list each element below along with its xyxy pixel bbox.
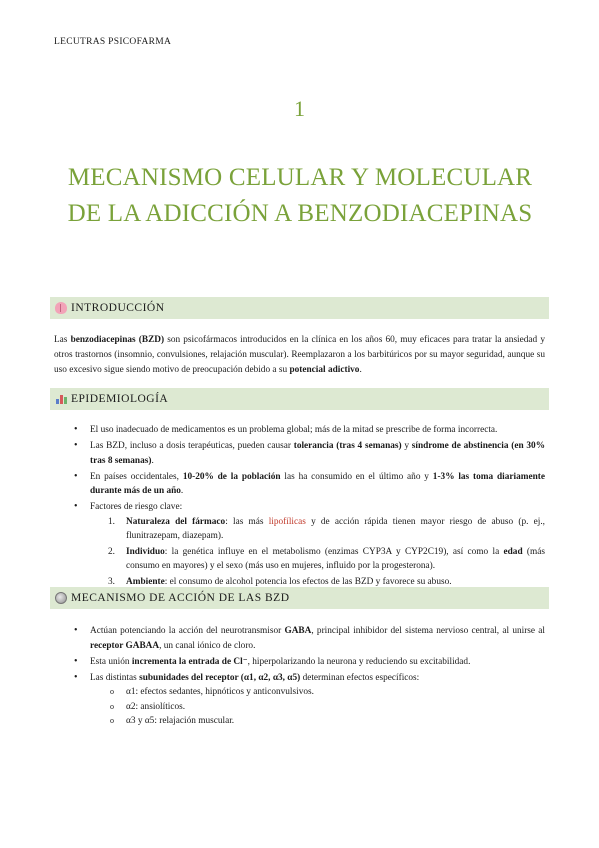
epidemiology-list: [54, 423, 545, 591]
intro-paragraph: Las benzodiacepinas (BZD) son psicofármacos introducidos en la clínica en los años 60, muy eficaces para tratar la ansiedad y otros trastornos (insomnio, convulsiones, relajación muscular). Reemplazaron a los barbitúricos por su mayor seguridad, aunque su uso excesivo sigue siendo motivo de preocupación debido a su potencial adictivo.: [54, 335, 545, 375]
list-item: o α3 y α5: relajación muscular.: [90, 714, 545, 729]
bar-chart-icon: [55, 393, 67, 405]
chapter-number: 1: [294, 96, 305, 121]
list-item: • En países occidentales, 10-20% de la población las ha consumido en el último año y 1-3% las toma diariamente durante más de un año.: [54, 470, 545, 499]
list-item: 3. Ambiente: el consumo de alcohol potencia los efectos de las BZD y favorece su abuso.: [108, 576, 452, 587]
chapter-title: MECANISMO CELULAR Y MOLECULAR DE LA ADICCIÓN A BENZODIACEPINAS: [67, 164, 533, 227]
pill-icon: [55, 592, 67, 604]
list-item: • Esta unión incrementa la entrada de Cl⁻, hiperpolarizando la neurona y reduciendo su excitabilidad.: [54, 655, 545, 670]
list-item: • Las BZD, incluso a dosis terapéuticas, pueden causar tolerancia (tras 4 semanas) y síndrome de abstinencia (en 30% tras 8 semanas).: [54, 439, 545, 468]
list-item: • El uso inadecuado de medicamentos es un problema global; más de la mitad se prescribe de forma incorrecta.: [54, 423, 545, 438]
mechanism-list: [54, 624, 545, 730]
list-item: • Actúan potenciando la acción del neurotransmisor GABA, principal inhibidor del sistema nervioso central, al unirse al receptor GABAA, un canal iónico de cloro.: [54, 624, 545, 653]
section-title: MECANISMO DE ACCIÓN DE LAS BZD: [71, 592, 290, 604]
list-item: o α1: efectos sedantes, hipnóticos y anticonvulsivos.: [90, 685, 545, 700]
risk-factors-list: [90, 515, 545, 590]
section-title: EPIDEMIOLOGÍA: [71, 393, 169, 405]
list-item: • Factores de riesgo clave: 1. Naturaleza del fármaco: las más lipofílicas y de acción rápida tienen mayor riesgo de abuso (p. ej., flunitrazepam, diazepam). 2. Individuo: la genética influye en el metabolismo (enzimas CYP3A y CYP2C19), así como la edad (más consumo en mayores) y el sexo (más uso en mujeres, influido por la progesterona). 3. Ambiente: el consumo de alcohol potencia los efectos de las BZD y favorece su abuso.: [54, 500, 545, 589]
list-item: o α2: ansiolíticos.: [90, 700, 545, 715]
section-heading-mecanismo: [50, 587, 549, 609]
subunit-list: [90, 685, 545, 729]
section-title: INTRODUCCIÓN: [71, 302, 165, 314]
list-item: • Las distintas subunidades del receptor (α1, α2, α3, α5) determinan efectos específicos: o α1: efectos sedantes, hipnóticos y anticonvulsivos. o α2: ansiolíticos. o α3 y α5: relajación muscular.: [54, 671, 545, 729]
list-item: 1. Naturaleza del fármaco: las más lipofílicas y de acción rápida tienen mayor riesgo de abuso (p. ej., flunitrazepam, diazepam).: [108, 516, 546, 541]
list-item: 2. Individuo: la genética influye en el metabolismo (enzimas CYP3A y CYP2C19), así como la edad (más consumo en mayores) y el sexo (más uso en mujeres, influido por la progesterona).: [108, 546, 545, 571]
section-heading-epidemiologia: [50, 388, 549, 410]
section-heading-introduccion: [50, 297, 549, 319]
brain-icon: [55, 302, 67, 314]
running-header: LECUTRAS PSICOFARMA: [54, 37, 172, 47]
